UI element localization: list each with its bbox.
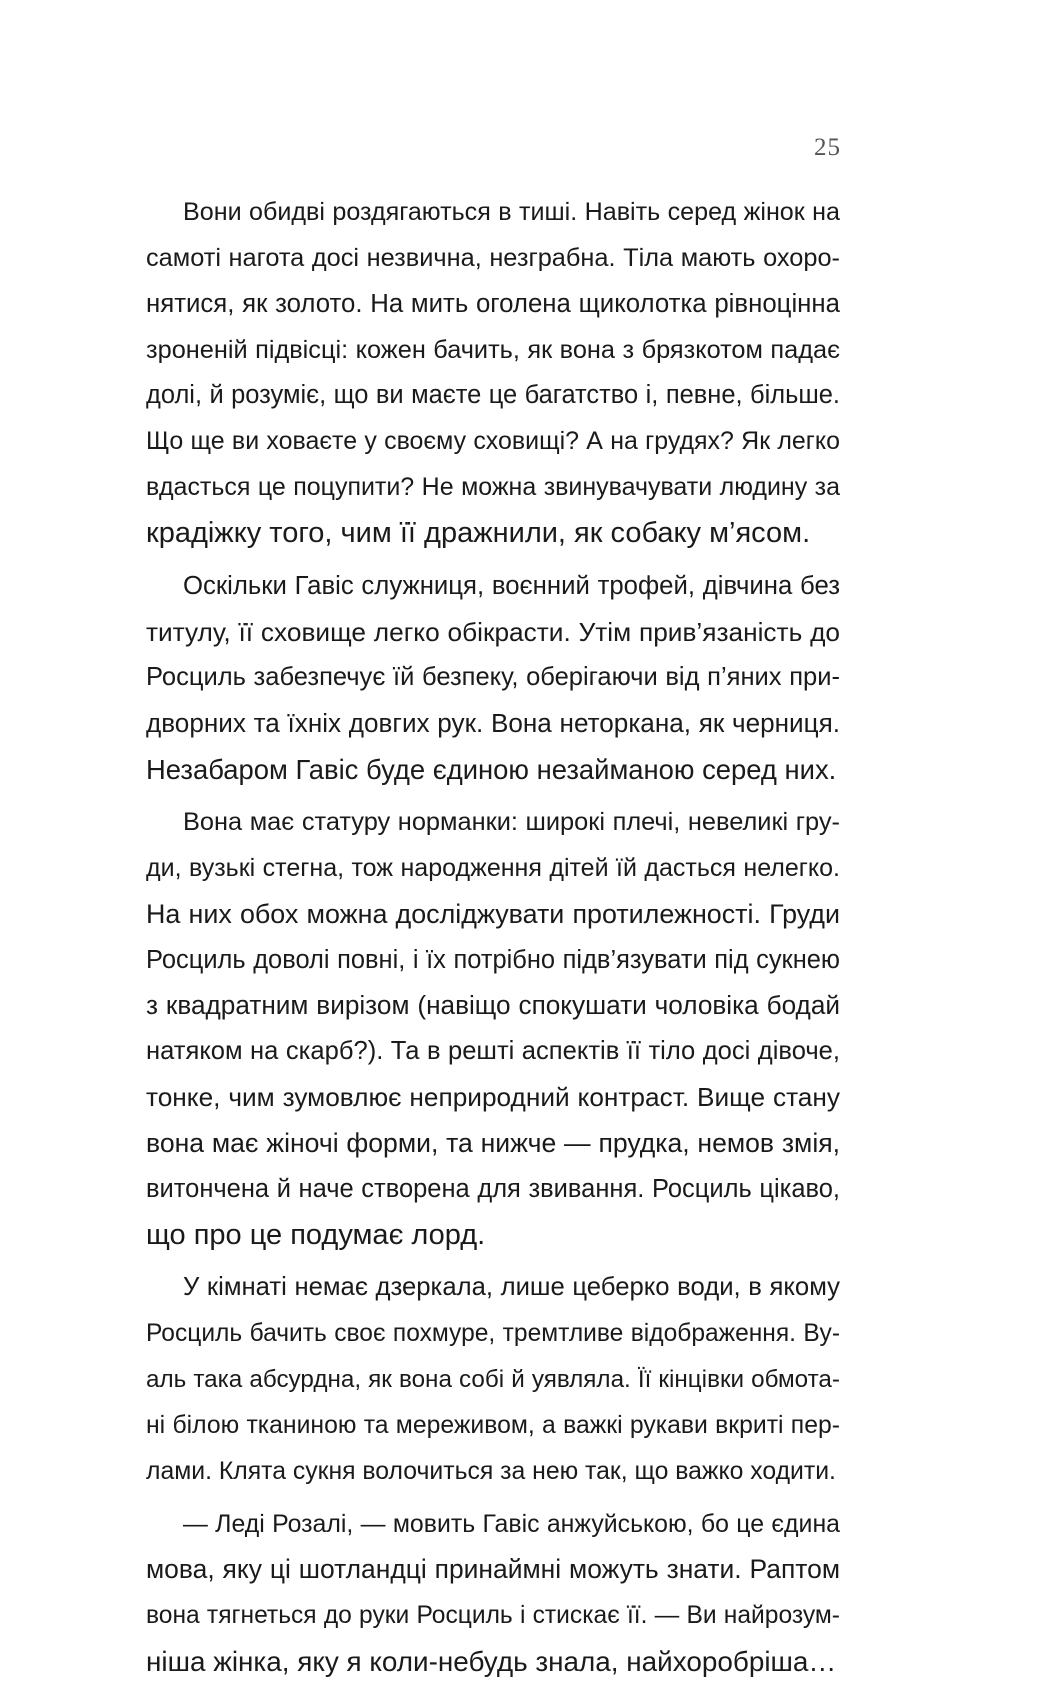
text-line: витончена й наче створена для звивання. Росциль цікаво, (146, 1174, 840, 1203)
text-line: ніша жінка, яку я коли-небудь знала, найхоробріша… (146, 1646, 837, 1678)
text-line: нятися, як золото. На мить оголена щиколотка рівноцінна (146, 289, 840, 318)
text-line: На них обох можна досліджувати протилежності. Груди (146, 898, 840, 929)
text-line: натяком на скарб?). Та в решті аспектів її тіло досі дівоче, (146, 1037, 840, 1066)
text-line: вона має жіночі форми, та нижче — прудка, немов змія, (146, 1127, 840, 1158)
text-line: тонке, чим зумовлює неприродний контраст. Вище стану (146, 1082, 840, 1113)
text-line: Росциль бачить своє похмуре, тремтливе відображення. Ву- (146, 1320, 840, 1348)
text-line: аль така абсурдна, як вона собі й уявляла. Її кінцівки обмота- (146, 1366, 840, 1394)
text-line: — Леді Розалі, — мовить Гавіс анжуйською, бо це єдина (183, 1509, 840, 1538)
text-line: дворних та їхніх довгих рук. Вона неторкана, як черниця. (146, 708, 840, 739)
paragraph-5 (146, 1502, 840, 1685)
text-line: ди, вузькі стегна, тож народження дітей їй дасться нелегко. (146, 853, 840, 882)
paragraph-4 (146, 1265, 840, 1494)
text-line: долі, й розуміє, що ви маєте це багатство і, певне, більше. (146, 381, 840, 410)
text-line: що про це подумає лорд. (146, 1218, 486, 1251)
text-line: мова, яку ці шотландці принаймні можуть знати. Раптом (146, 1554, 840, 1585)
text-line: вдасться це поцупити? Не можна звинувачувати людину за (146, 473, 840, 502)
text-line: лами. Клята сукня волочиться за нею так, що важко ходити. (146, 1457, 836, 1485)
text-line: титулу, її сховище легко обікрасти. Утім прив’язаність до (146, 616, 840, 647)
paragraph-1 (146, 190, 840, 557)
text-line: крадіжку того, чим її дражнили, як собаку м’ясом. (146, 516, 811, 549)
page-number: 25 (814, 134, 841, 161)
text-line: Оскільки Гавіс служниця, воєнний трофей, дівчина без (183, 571, 840, 600)
text-line: Що ще ви ховаєте у своєму сховищі? А на грудях? Як легко (146, 427, 840, 456)
text-line: з квадратним вирізом (навіщо спокушати чоловіка бодай (146, 990, 840, 1021)
text-line: Вона має статуру норманки: широкі плечі, невеликі гру- (183, 807, 840, 836)
paragraph-3 (146, 800, 840, 1258)
text-line: ні білою тканиною та мереживом, а важкі рукави вкриті пер- (146, 1411, 840, 1439)
text-line: вона тягнеться до руки Росциль і стискає її. — Ви найрозум- (146, 1602, 840, 1630)
text-line: Незабаром Гавіс буде єдиною незайманою серед них. (146, 754, 837, 786)
body-text (146, 190, 840, 1685)
text-line: Росциль доволі повні, і їх потрібно підв’язувати під сукнею (146, 945, 840, 974)
text-line: Вони обидві роздягаються в тиші. Навіть серед жінок на (183, 198, 840, 226)
text-line: самоті нагота досі незвична, незграбна. Тіла мають охоро- (146, 243, 840, 272)
text-line: У кімнаті немає дзеркала, лише цеберко води, в якому (183, 1273, 840, 1302)
text-line: Росциль забезпечує їй безпеку, оберігаючи від п’яних при- (146, 663, 840, 692)
text-line: зроненій підвісці: кожен бачить, як вона з брязкотом падає (146, 335, 840, 364)
paragraph-2 (146, 564, 840, 793)
